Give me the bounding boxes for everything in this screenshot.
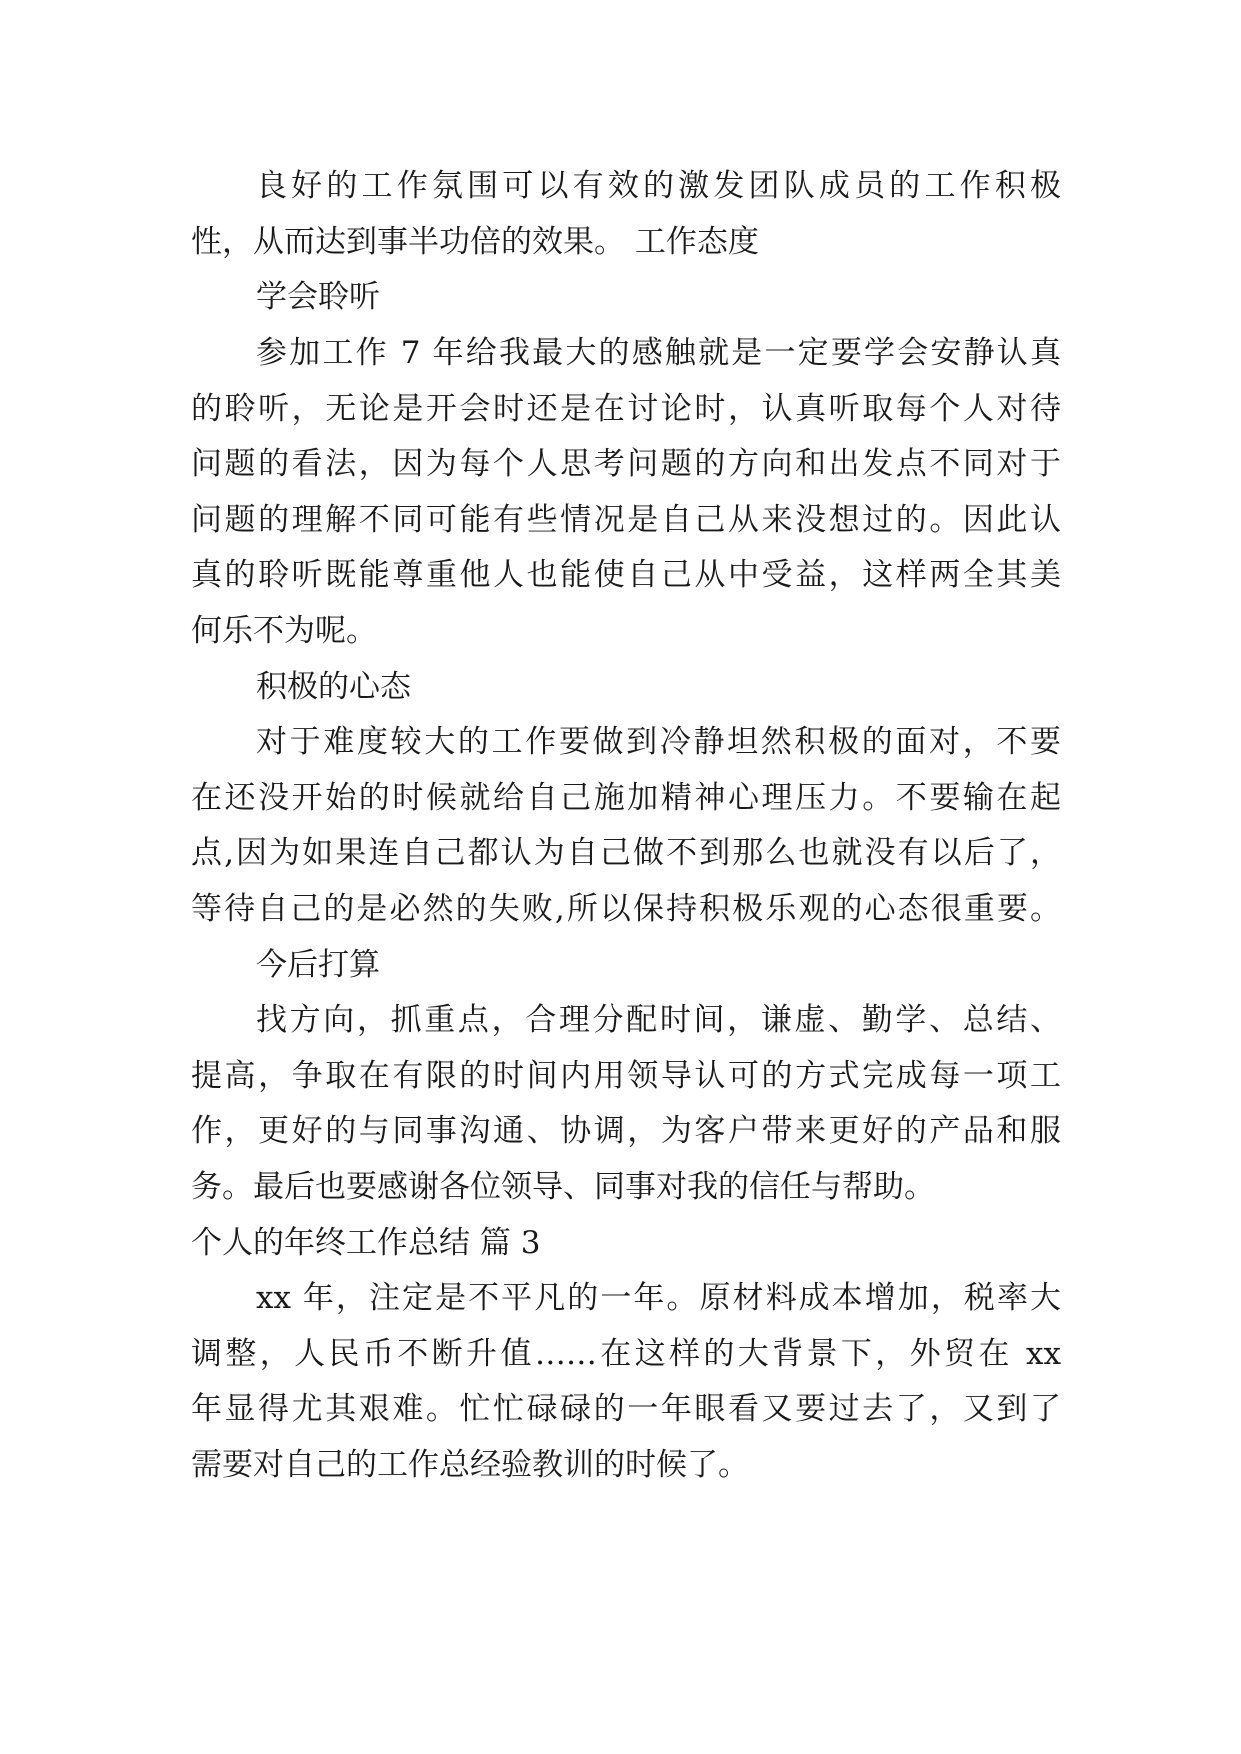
section-heading: 学会聆听: [256, 279, 380, 315]
paragraph-line: 等待自己的是必然的失败,所以保持积极乐观的心态很重要。: [191, 891, 1061, 927]
article-title: 个人的年终工作总结 篇 3: [191, 1225, 541, 1261]
paragraph-line: 的聆听，无论是开会时还是在讨论时，认真听取每个人对待: [191, 391, 1061, 427]
section-heading: 积极的心态: [256, 669, 411, 705]
paragraph-line: 对于难度较大的工作要做到冷静坦然积极的面对，不要: [256, 724, 1061, 760]
paragraph-line: 点,因为如果连自己都认为自己做不到那么也就没有以后了，: [191, 835, 1061, 871]
paragraph-line: 年显得尤其艰难。忙忙碌碌的一年眼看又要过去了，又到了: [191, 1391, 1061, 1427]
paragraph-line: 问题的看法，因为每个人思考问题的方向和出发点不同对于: [191, 446, 1061, 482]
paragraph-line: 找方向，抓重点，合理分配时间，谦虚、勤学、总结、: [256, 1002, 1061, 1038]
section-heading: 今后打算: [256, 947, 380, 983]
paragraph-line: 在还没开始的时候就给自己施加精神心理压力。不要输在起: [191, 780, 1061, 816]
paragraph-line: 调整，人民币不断升值……在这样的大背景下，外贸在 xx: [191, 1336, 1061, 1372]
paragraph-line: 需要对自己的工作总经验教训的时候了。: [191, 1447, 749, 1483]
paragraph-line: 提高，争取在有限的时间内用领导认可的方式完成每一项工: [191, 1058, 1061, 1094]
paragraph-line: 参加工作 7 年给我最大的感触就是一定要学会安静认真: [256, 335, 1061, 371]
paragraph-line: 良好的工作氛围可以有效的激发团队成员的工作积极: [256, 168, 1061, 204]
paragraph-line: 真的聆听既能尊重他人也能使自己从中受益，这样两全其美: [191, 557, 1061, 593]
paragraph-line: xx 年，注定是不平凡的一年。原材料成本增加，税率大: [256, 1280, 1061, 1316]
paragraph-line: 作，更好的与同事沟通、协调，为客户带来更好的产品和服: [191, 1113, 1061, 1149]
paragraph-line: 务。最后也要感谢各位领导、同事对我的信任与帮助。: [191, 1169, 935, 1205]
paragraph-line: 何乐不为呢。: [191, 613, 377, 649]
paragraph-line: 问题的理解不同可能有些情况是自己从来没想过的。因此认: [191, 502, 1061, 538]
paragraph-line: 性，从而达到事半功倍的效果。 工作态度: [191, 224, 759, 260]
